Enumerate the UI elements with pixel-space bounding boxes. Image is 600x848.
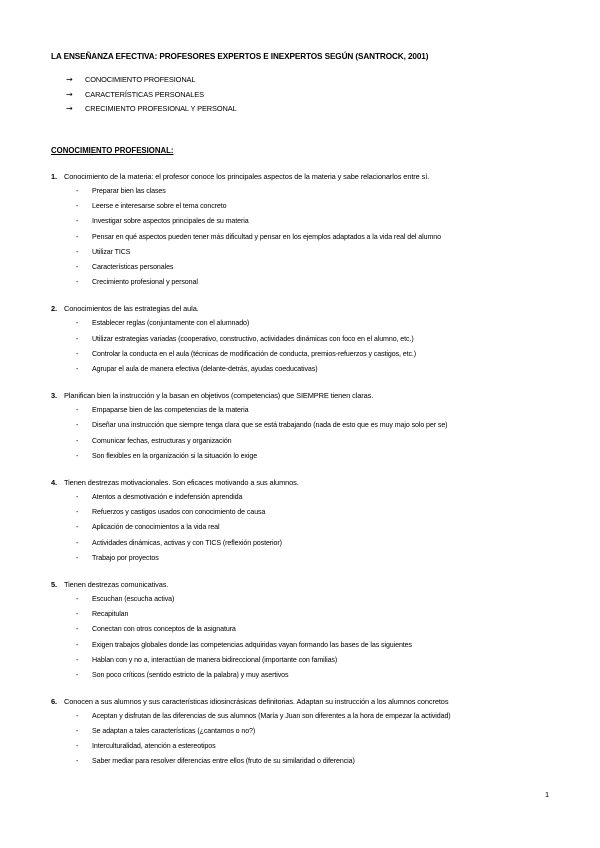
list-item	[51, 332, 571, 347]
list-item-text: Se adaptan a tales características (¿cantamos o no?)	[92, 726, 256, 735]
list-item	[51, 199, 571, 214]
list-item	[51, 214, 571, 229]
bullet-dash: -	[76, 640, 79, 649]
toc-item	[66, 73, 237, 88]
section-text: Tienen destrezas motivacionales. Son eficaces motivando a sus alumnos.	[64, 478, 299, 488]
list-item-text: Exigen trabajos globales donde las competencias adquiridas vayan formando las bases de las siguientes	[92, 640, 412, 649]
bullet-dash: -	[76, 493, 79, 502]
section-number: 2.	[51, 304, 57, 314]
list-item	[51, 490, 571, 505]
list-item	[51, 536, 571, 551]
bullet-list	[51, 316, 571, 377]
section-text: Tienen destrezas comunicativas.	[64, 580, 169, 590]
bullet-dash: -	[76, 595, 79, 604]
toc-item	[66, 88, 237, 103]
bullet-dash: -	[76, 187, 79, 195]
list-item	[51, 403, 571, 418]
list-item-text: Trabajo por proyectos	[92, 553, 159, 562]
arrow-right-icon: →	[66, 75, 73, 84]
bullet-dash: -	[76, 671, 79, 680]
bullet-dash: -	[76, 610, 79, 619]
list-item	[51, 260, 571, 275]
list-item	[51, 724, 571, 739]
bullet-dash: -	[76, 421, 79, 430]
section-number: 3.	[51, 391, 57, 401]
bullet-list	[51, 403, 571, 464]
list-item-text: Leerse e interesarse sobre el tema concreto	[92, 202, 227, 211]
list-item-text: Recapitulan	[92, 610, 129, 619]
bullet-list	[51, 490, 571, 566]
bullet-dash: -	[76, 263, 79, 272]
bullet-dash: -	[76, 278, 79, 287]
section-number: 4.	[51, 478, 57, 488]
list-item-text: Características personales	[92, 263, 174, 272]
bullet-list	[51, 184, 571, 290]
bullet-dash: -	[76, 217, 79, 226]
section-text: Conocimiento de la materia: el profesor conoce los principales aspectos de la materia y sabe relacionarlos entre sí.	[64, 172, 430, 181]
toc-item	[66, 102, 237, 117]
list-item	[51, 709, 571, 724]
table-of-contents	[66, 73, 237, 117]
toc-item-label: CARACTERÍSTICAS PERSONALES	[85, 89, 204, 99]
section-4	[51, 477, 571, 566]
bullet-dash: -	[76, 712, 79, 721]
list-item	[51, 653, 571, 668]
section-2	[51, 303, 571, 377]
section-number: 5.	[51, 580, 57, 590]
list-item-text: Preparar bien las clases	[92, 187, 166, 195]
bullet-dash: -	[76, 406, 79, 415]
list-item-text: Refuerzos y castigos usados con conocimiento de causa	[92, 508, 266, 517]
list-item	[51, 418, 571, 433]
bullet-dash: -	[76, 334, 79, 343]
bullet-dash: -	[76, 451, 79, 460]
bullet-dash: -	[76, 726, 79, 735]
bullet-list	[51, 592, 571, 683]
section-1	[51, 171, 571, 290]
bullet-dash: -	[76, 741, 79, 750]
section-header	[51, 303, 571, 314]
list-item-text: Utilizar estrategias variadas (cooperativo, constructivo, actividades dinámicas con foco en el alumno, etc.)	[92, 334, 414, 343]
bullet-dash: -	[76, 247, 79, 256]
list-item-text: Comunicar fechas, estructuras y organización	[92, 436, 232, 445]
list-item	[51, 592, 571, 607]
list-item-text: Agrupar el aula de manera efectiva (delante-detrás, ayudas coeducativas)	[92, 365, 318, 374]
list-item-text: Utilizar TICS	[92, 247, 131, 256]
list-item-text: Pensar en qué aspectos pueden tener más dificultad y pensar en los ejemplos adaptados a la vida real del alumno	[92, 232, 441, 241]
section-header	[51, 477, 571, 488]
list-item	[51, 347, 571, 362]
list-item	[51, 230, 571, 245]
bullet-dash: -	[76, 232, 79, 241]
bullet-list	[51, 709, 571, 769]
sections-list	[51, 171, 571, 782]
toc-item-label: CONOCIMIENTO PROFESIONAL	[85, 75, 196, 84]
list-item-text: Saber mediar para resolver diferencias entre ellos (fruto de su similaridad o diferencia)	[92, 757, 355, 766]
bullet-dash: -	[76, 553, 79, 562]
page-number: 1	[545, 790, 550, 799]
section-5	[51, 579, 571, 683]
section-text: Conocimientos de las estrategias del aula.	[64, 304, 199, 314]
list-item-text: Establecer reglas (conjuntamente con el alumnado)	[92, 319, 250, 328]
list-item-text: Interculturalidad, atención a estereotipos	[92, 741, 216, 750]
list-item	[51, 434, 571, 449]
list-item-text: Aplicación de conocimientos a la vida real	[92, 523, 220, 532]
section-number: 1.	[51, 172, 57, 181]
list-item-text: Hablan con y no a, interactúan de manera bidireccional (importante con familias)	[92, 655, 338, 664]
list-item	[51, 551, 571, 566]
list-item	[51, 739, 571, 754]
bullet-dash: -	[76, 319, 79, 328]
bullet-dash: -	[76, 757, 79, 766]
list-item	[51, 622, 571, 637]
list-item-text: Atentos a desmotivación e indefensión aprendida	[92, 493, 243, 502]
section-3	[51, 390, 571, 464]
section-text: Planifican bien la instrucción y la basan en objetivos (competencias) que SIEMPRE tienen claras.	[64, 391, 374, 401]
list-item-text: Investigar sobre aspectos principales de su materia	[92, 217, 249, 226]
list-item-text: Crecimiento profesional y personal	[92, 278, 198, 287]
bullet-dash: -	[76, 625, 79, 634]
bullet-dash: -	[76, 538, 79, 547]
section-text: Conocen a sus alumnos y sus características idiosincrásicas definitorias. Adaptan su instrucción a los alumnos concretos	[64, 697, 449, 707]
list-item-text: Actividades dinámicas, activas y con TICS (reflexión posterior)	[92, 538, 282, 547]
section-header	[51, 171, 571, 182]
section-header	[51, 696, 571, 707]
section-header	[51, 579, 571, 590]
list-item	[51, 668, 571, 683]
list-item-text: Diseñar una instrucción que siempre tenga clara que se está trabajando (nada de esto que es muy majo solo per se)	[92, 421, 448, 430]
section-6	[51, 696, 571, 769]
arrow-right-icon: →	[66, 104, 73, 113]
list-item	[51, 520, 571, 535]
list-item-text: Conectan con otros conceptos de la asignatura	[92, 625, 236, 634]
list-item	[51, 607, 571, 622]
bullet-dash: -	[76, 365, 79, 374]
bullet-dash: -	[76, 436, 79, 445]
toc-item-label: CRECIMIENTO PROFESIONAL Y PERSONAL	[85, 104, 237, 113]
bullet-dash: -	[76, 523, 79, 532]
arrow-right-icon: →	[66, 89, 73, 99]
list-item	[51, 275, 571, 290]
section-heading: CONOCIMIENTO PROFESIONAL:	[51, 146, 174, 155]
list-item-text: Escuchan (escucha activa)	[92, 595, 175, 604]
list-item-text: Son flexibles en la organización si la situación lo exige	[92, 451, 258, 460]
section-header	[51, 390, 571, 401]
list-item-text: Son poco críticos (sentido estricto de la palabra) y muy asertivos	[92, 671, 289, 680]
list-item	[51, 362, 571, 377]
list-item	[51, 449, 571, 464]
list-item-text: Empaparse bien de las competencias de la materia	[92, 406, 249, 415]
list-item	[51, 638, 571, 653]
list-item	[51, 505, 571, 520]
list-item	[51, 245, 571, 260]
bullet-dash: -	[76, 655, 79, 664]
list-item	[51, 316, 571, 331]
bullet-dash: -	[76, 508, 79, 517]
section-number: 6.	[51, 697, 57, 707]
list-item	[51, 754, 571, 769]
list-item-text: Aceptan y disfrutan de las diferencias de sus alumnos (María y Juan son diferentes a la hora de empezar la actividad)	[92, 712, 451, 721]
list-item	[51, 184, 571, 199]
bullet-dash: -	[76, 202, 79, 211]
document-title: LA ENSEÑANZA EFECTIVA: PROFESORES EXPERTOS E INEXPERTOS SEGÚN (SANTROCK, 2001)	[51, 52, 429, 61]
list-item-text: Controlar la conducta en el aula (técnicas de modificación de conducta, premios-refuerzos y castigos, etc.)	[92, 349, 417, 358]
bullet-dash: -	[76, 349, 79, 358]
